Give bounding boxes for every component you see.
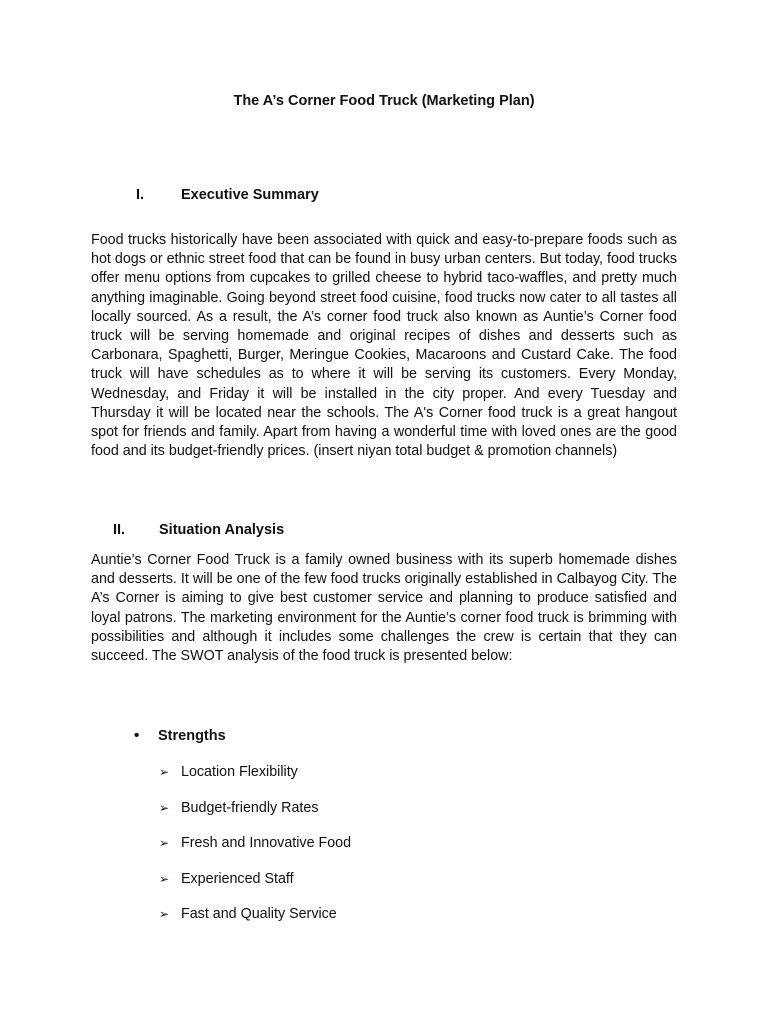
strengths-label: Strengths [158, 728, 226, 744]
bullet-icon: • [134, 727, 140, 744]
list-item-label: Fresh and Innovative Food [181, 835, 352, 851]
section-heading-executive-summary [136, 187, 536, 207]
list-item [159, 906, 459, 926]
arrow-bullet-icon: ➢ [159, 836, 170, 850]
list-item-label: Experienced Staff [181, 871, 294, 887]
list-item-label: Fast and Quality Service [181, 906, 337, 922]
arrow-bullet-icon: ➢ [159, 765, 170, 779]
situation-analysis-paragraph: Auntie’s Corner Food Truck is a family owned business with its superb homemade dishes and desserts. It will be one of the few food trucks originally established in Calbayog City. The A’s Corner is aiming to give best customer service and planning to produce satisfied and loyal patrons. The marketing environment for the Auntie’s corner food truck is brimming with possibilities and although it includes some challenges the crew is certain that they can succeed. The SWOT analysis of the food truck is presented below: [91, 552, 677, 665]
arrow-bullet-icon: ➢ [159, 801, 170, 815]
section-heading-situation-analysis [113, 522, 513, 542]
list-item [159, 764, 459, 784]
section-number: I. [136, 187, 145, 203]
executive-summary-paragraph: Food trucks historically have been associated with quick and easy-to-prepare foods such as hot dogs or ethnic street food that can be found in busy urban centers. But today, food trucks offer menu options from cupcakes to grilled cheese to hybrid taco-waffles, and pretty much anything imaginable. Going beyond street food cuisine, food trucks now cater to all tastes all locally sourced. As a result, the A’s corner food truck also known as Auntie’s Corner food truck will be serving homemade and original recipes of dishes and desserts such as Carbonara, Spaghetti, Burger, Meringue Cookies, Macaroons and Custard Cake. The food truck will have schedules as to where it will be serving its customers. Every Monday, Wednesday, and Friday it will be installed in the city proper. And every Tuesday and Thursday it will be located near the schools. The A's Corner food truck is a great hangout spot for friends and family. Apart from having a wonderful time with loved ones are the good food and its budget-friendly prices. (insert niyan total budget & promotion channels) [91, 232, 677, 460]
section-number: II. [113, 522, 126, 538]
list-item [159, 871, 459, 891]
list-item [159, 800, 459, 820]
document-title: The A’s Corner Food Truck (Marketing Plan) [233, 93, 535, 109]
strengths-heading [134, 728, 434, 748]
list-item-label: Location Flexibility [181, 764, 298, 780]
list-item [159, 835, 459, 855]
section-title: Executive Summary [181, 187, 319, 203]
section-title: Situation Analysis [159, 522, 285, 538]
arrow-bullet-icon: ➢ [159, 907, 170, 921]
arrow-bullet-icon: ➢ [159, 872, 170, 886]
list-item-label: Budget-friendly Rates [181, 800, 319, 816]
